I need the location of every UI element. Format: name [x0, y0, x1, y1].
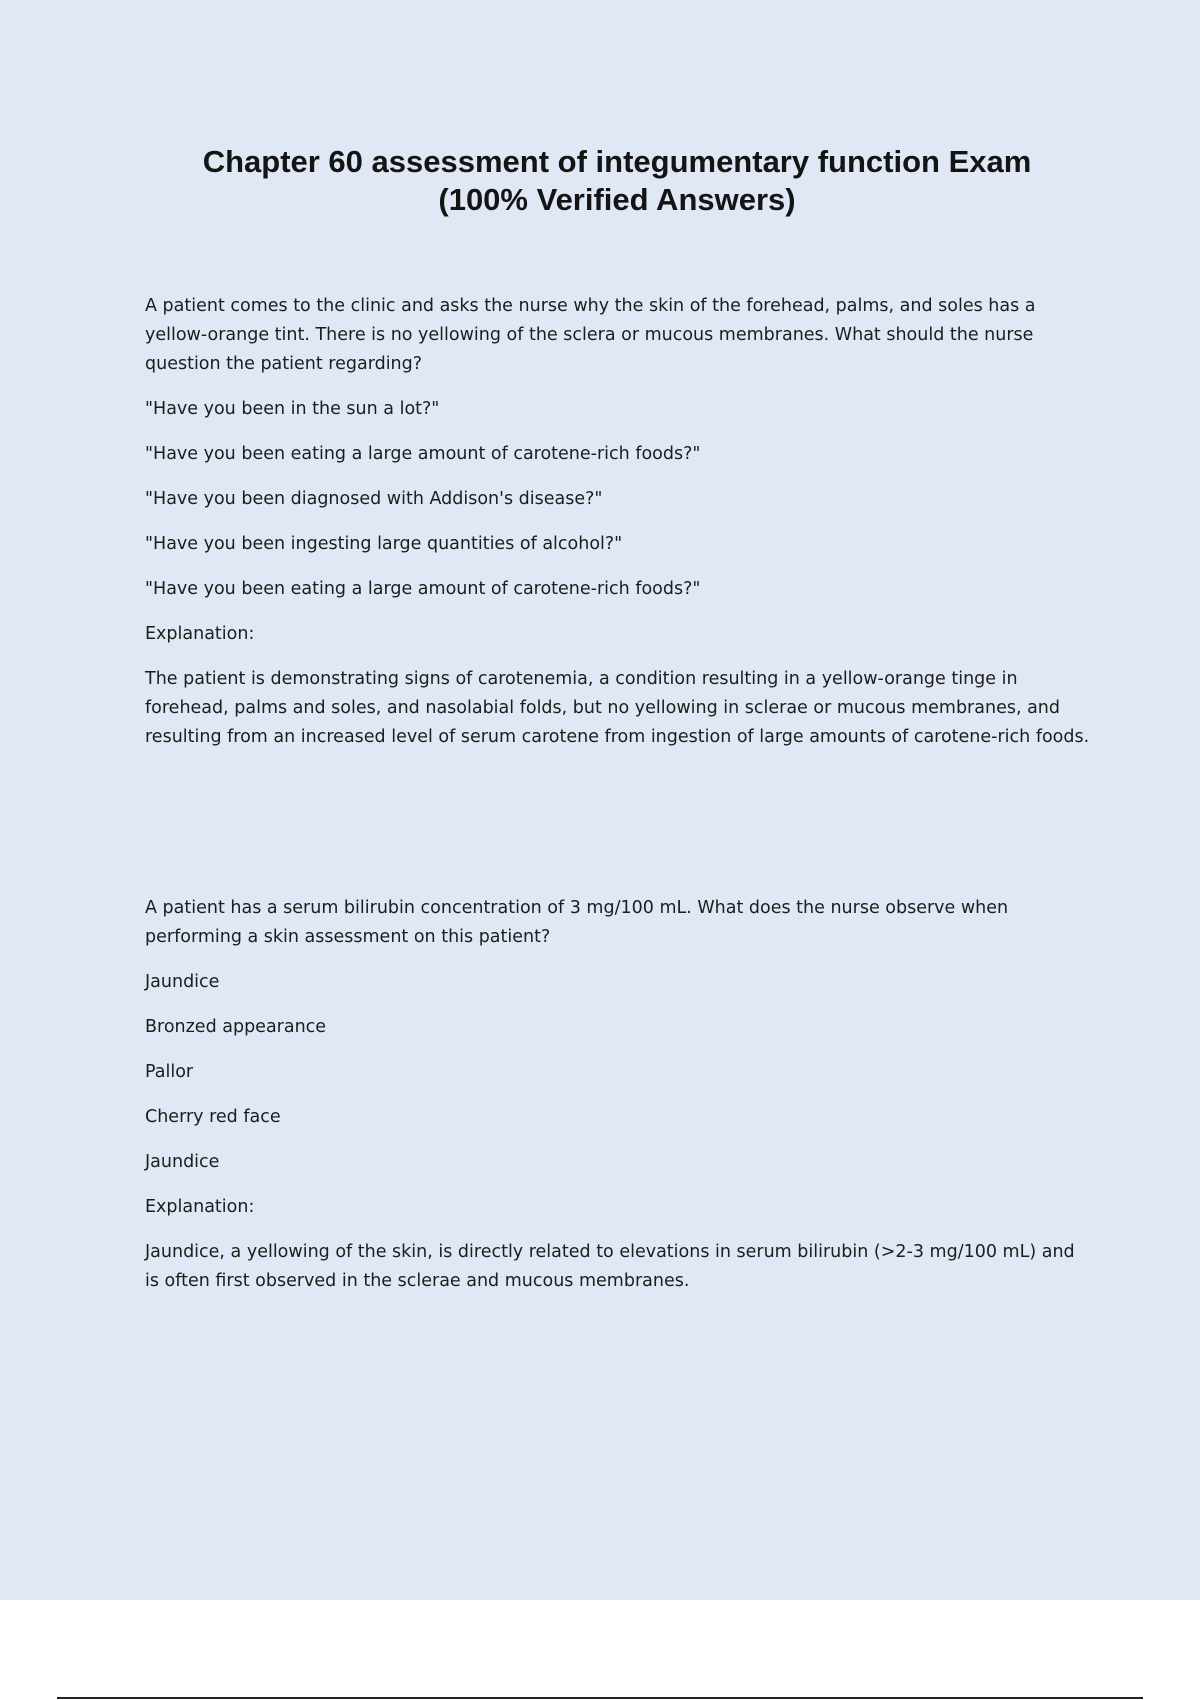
- option-c: Pallor: [145, 1062, 194, 1082]
- option-d: "Have you been ingesting large quantities of alcohol?": [145, 534, 623, 554]
- option-d: Cherry red face: [145, 1107, 281, 1127]
- option-b: "Have you been eating a large amount of carotene-rich foods?": [145, 444, 701, 464]
- option-a: Jaundice: [145, 972, 220, 992]
- question-block-1: [145, 292, 1090, 768]
- answer-text: "Have you been eating a large amount of carotene-rich foods?": [145, 579, 701, 599]
- question-text: A patient comes to the clinic and asks the nurse why the skin of the forehead, palms, and soles has a yellow-orange tint. There is no yellowing of the sclera or mucous membranes. What should the nurse question the patient regarding?: [145, 296, 1036, 374]
- explanation-text: The patient is demonstrating signs of carotenemia, a condition resulting in a yellow-orange tinge in forehead, palms and soles, and nasolabial folds, but no yellowing in sclerae or mucous membranes, and resulting from an increased level of serum carotene from ingestion of large amounts of carotene-rich foods.: [145, 669, 1090, 747]
- answer-text: Jaundice: [145, 1152, 220, 1172]
- footer-divider: [57, 1697, 1143, 1699]
- option-a: "Have you been in the sun a lot?": [145, 399, 440, 419]
- question-text: A patient has a serum bilirubin concentration of 3 mg/100 mL. What does the nurse observe when performing a skin assessment on this patient?: [145, 898, 1009, 947]
- option-c: "Have you been diagnosed with Addison's disease?": [145, 489, 603, 509]
- title-line-1: Chapter 60 assessment of integumentary function Exam: [202, 144, 1032, 179]
- explanation-label: Explanation:: [145, 624, 255, 644]
- explanation-text: Jaundice, a yellowing of the skin, is directly related to elevations in serum bilirubin (>2-3 mg/100 mL) and is often first observed in the sclerae and mucous membranes.: [145, 1242, 1075, 1291]
- document-title: [0, 143, 1200, 219]
- title-line-2: (100% Verified Answers): [438, 182, 796, 217]
- option-b: Bronzed appearance: [145, 1017, 327, 1037]
- question-block-2: [145, 894, 1090, 1312]
- explanation-label: Explanation:: [145, 1197, 255, 1217]
